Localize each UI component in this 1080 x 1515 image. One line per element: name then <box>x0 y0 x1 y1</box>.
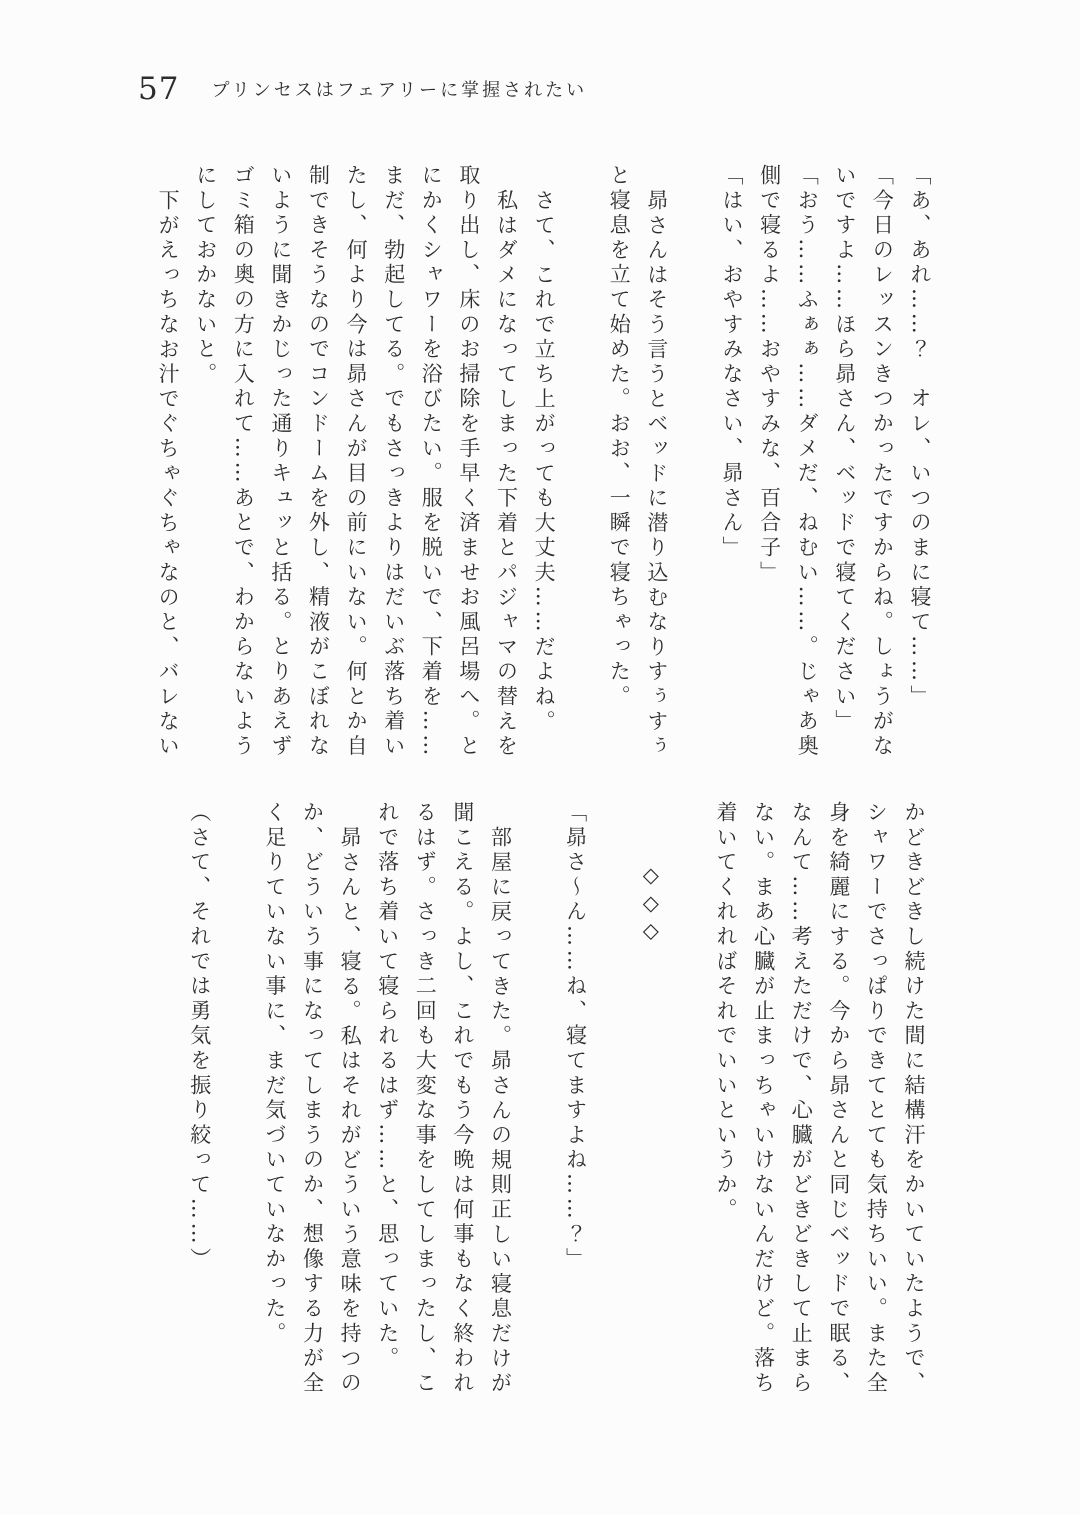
text-column: 部屋に戻ってきた。昴さんの規則正しい寝息だけが <box>488 825 513 1397</box>
blank-column <box>669 801 707 1413</box>
text-column: 「昴さ〜ん……ね、寝てますよね……？」 <box>563 801 588 1273</box>
blank-column <box>518 801 556 1413</box>
text-column: 昴さんはそう言うとベッドに潜り込むなりすぅすぅ <box>644 188 669 760</box>
text-column: いように聞きかじった通りキュッと括る。とりあえず <box>268 164 293 760</box>
text-column: （さて、それでは勇気を振り絞って……） <box>187 801 212 1273</box>
text-column: ない。まあ心臓が止まっちゃいけないんだけど。落ち <box>751 801 776 1397</box>
text-column: 聞こえる。よし、これでもう今晩は何事もなく終われ <box>450 801 475 1397</box>
text-column: 制できそうなのでコンドームを外し、精液がこぼれな <box>306 164 331 760</box>
text-column: にかくシャワーを浴びたい。服を脱いで、下着を…… <box>419 164 444 760</box>
text-column: なんて……考えただけで、心臓がどきどきして止まら <box>789 801 814 1397</box>
text-column: と寝息を立て始めた。おお、一瞬で寝ちゃった。 <box>607 164 632 710</box>
text-column: かどきどきし続けた間に結構汗をかいていたようで、 <box>902 801 926 1397</box>
text-column: れで落ち着いて寝られるはず……と、思っていた。 <box>375 801 400 1372</box>
text-column: 「おう……ふぁぁ……ダメだ、ねむい……。じゃあ奥 <box>795 164 820 760</box>
text-column: さて、これで立ち上がっても大丈夫……だよね。 <box>532 188 557 735</box>
text-block-top <box>148 164 938 770</box>
text-column: るはず。さっき二回も大変な事をしてしまったし、こ <box>413 801 438 1397</box>
text-column: まだ、勃起してる。でもさっきよりはだいぶ落ち着い <box>381 164 406 760</box>
text-column: 昴さんと、寝る。私はそれがどういう意味を持つの <box>338 825 363 1397</box>
text-column: 「はい、おやすみなさい、昴さん」 <box>720 164 745 561</box>
running-title: プリンセスはフェアリーに掌握されたい <box>211 80 588 101</box>
text-column: 下がえっちなお汁でぐちゃぐちゃなのと、バレない <box>156 188 181 760</box>
text-column: 取り出し、床のお掃除を手早く済ませお風呂場へ。と <box>456 164 481 760</box>
blank-column <box>562 164 600 770</box>
text-column: 私はダメになってしまった下着とパジャマの替えを <box>494 188 519 760</box>
blank-column <box>675 164 713 770</box>
text-column: 「あ、あれ……？ オレ、いつのまに寝て……」 <box>908 164 932 710</box>
text-column: く足りていない事に、まだ気づいていなかった。 <box>262 801 287 1347</box>
text-column: 「今日のレッスンきつかったですからね。しょうがな <box>870 164 895 760</box>
section-divider: ◇◇◇ <box>638 863 663 947</box>
page-header <box>138 71 588 107</box>
text-column: 身を綺麗にする。今から昴さんと同じベッドで眠る、 <box>826 801 851 1397</box>
text-column: にしておかないと。 <box>193 164 218 388</box>
text-block-bottom <box>179 801 932 1413</box>
blank-column <box>218 801 256 1413</box>
text-column: 側で寝るよ……おやすみな、百合子」 <box>757 164 782 586</box>
text-column: シャワーでさっぱりできてとても気持ちいい。また全 <box>864 801 889 1397</box>
text-column: いですよ……ほら昴さん、ベッドで寝てください」 <box>832 164 857 735</box>
page-number: 57 <box>138 71 180 107</box>
text-column: か、どういう事になってしまうのか、想像する力が全 <box>300 801 325 1397</box>
text-column: 着いてくれればそれでいいというか。 <box>714 801 739 1223</box>
text-column: たし、何より今は昴さんが目の前にいない。何とか自 <box>344 164 369 760</box>
text-column: ゴミ箱の奥の方に入れて……あとで、わからないよう <box>231 164 256 760</box>
blank-column <box>594 801 632 1413</box>
